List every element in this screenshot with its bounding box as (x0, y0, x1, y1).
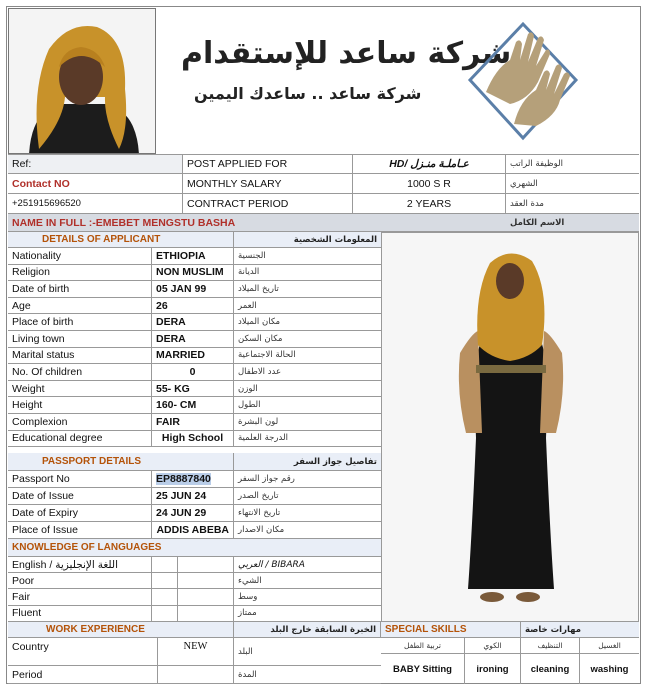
skills-title: SPECIAL SKILLS (385, 624, 467, 635)
language-label: Fluent (12, 607, 42, 620)
detail-label-ar: مكان الميلاد (238, 317, 281, 328)
full-name: NAME IN FULL :-EMEBET MENGSTU BASHA (12, 216, 236, 229)
passport-label-ar: مكان الاصدار (238, 525, 285, 535)
languages-header (8, 539, 381, 557)
passport-label-ar: تاريخ الانتهاء (238, 508, 281, 518)
detail-label: Nationality (12, 249, 62, 262)
skill-item: cleaning (530, 663, 570, 675)
passport-label: Date of Issue (12, 490, 74, 502)
passport-label: Passport No (12, 473, 70, 485)
detail-label: Marital status (12, 349, 75, 362)
contract-ar: مدة العقد (510, 198, 544, 209)
language-label: English / اللغة الإنجليزية (12, 558, 119, 571)
work-period-row (8, 666, 381, 684)
detail-row (8, 414, 381, 431)
detail-value: DERA (156, 332, 186, 345)
skills-items-row (381, 654, 639, 684)
full-name-ar: الاسم الكامل (510, 217, 565, 228)
details-header (8, 232, 381, 248)
company-header (156, 8, 639, 154)
detail-value: ETHIOPIA (156, 249, 206, 262)
detail-value: FAIR (156, 415, 180, 428)
monthly-salary-value: 1000 S R (407, 177, 451, 190)
detail-label: Educational degree (12, 432, 103, 445)
language-label: Poor (12, 574, 35, 587)
detail-label-ar: عدد الاطفال (238, 366, 282, 377)
detail-value: 55- KG (156, 382, 190, 395)
detail-row (8, 248, 381, 265)
passport-row (8, 471, 381, 488)
monthly-salary-ar: الشهري (510, 178, 538, 189)
passport-label-ar: تاريخ الصدر (238, 491, 279, 501)
detail-value: 160- CM (156, 399, 197, 412)
period-label: Period (12, 668, 43, 681)
skill-item: BABY Sitting (393, 663, 452, 675)
company-name: شركة ساعد للإستقدام (181, 36, 512, 71)
detail-value: 26 (156, 299, 168, 312)
skill-item: ironing (476, 663, 509, 675)
detail-row (8, 265, 381, 282)
detail-label: No. Of children (12, 365, 83, 378)
monthly-salary-label: MONTHLY SALARY (187, 177, 282, 190)
detail-label-ar: تاريخ الميلاد (238, 283, 279, 294)
details-title: DETAILS OF APPLICANT (42, 234, 161, 245)
work-title: WORK EXPERIENCE (46, 624, 145, 635)
ref-label: Ref: (12, 158, 32, 170)
contract-row (8, 194, 639, 214)
skill-ar-label: الكوي (483, 641, 502, 650)
detail-label-ar: الحالة الاجتماعية (238, 350, 296, 361)
post-applied-label: POST APPLIED FOR (187, 158, 288, 170)
passport-value: 24 JUN 29 (156, 507, 207, 519)
detail-label: Place of birth (12, 316, 74, 329)
detail-label-ar: الديانة (238, 267, 260, 278)
passport-title-ar: تفاصيل جواز السفر (293, 456, 377, 467)
detail-label: Living town (12, 332, 65, 345)
passport-label: Date of Expiry (12, 507, 78, 519)
work-title-ar: الخبرة السابقة خارج البلد (270, 624, 376, 635)
detail-row (8, 298, 381, 315)
skills-title-ar: مهارات خاصة (525, 624, 582, 635)
detail-label-ar: مكان السكن (238, 333, 283, 344)
detail-row (8, 431, 381, 448)
detail-label-ar: العمر (238, 300, 257, 311)
detail-row (8, 314, 381, 331)
skill-ar-label: تربية الطفل (404, 641, 441, 650)
details-title-ar: المعلومات الشخصية (293, 234, 377, 245)
passport-value: 25 JUN 24 (156, 490, 207, 502)
detail-value: 0 (189, 365, 196, 378)
contact-label: Contact NO (12, 177, 70, 190)
language-row (8, 606, 381, 622)
passport-row (8, 488, 381, 505)
detail-label: Date of birth (12, 282, 70, 295)
skill-item: washing (590, 663, 629, 675)
passport-value: ADDIS ABEBA (156, 524, 229, 536)
language-right: BIBARA / العربي (238, 559, 305, 570)
passport-row (8, 505, 381, 522)
ref-row (8, 154, 639, 174)
detail-row (8, 397, 381, 414)
detail-row (8, 281, 381, 298)
company-slogan: شركة ساعد .. ساعدك اليمين (194, 84, 422, 103)
detail-label-ar: الوزن (238, 383, 258, 394)
language-right: وسط (238, 591, 258, 602)
passport-header (8, 453, 381, 471)
contract-label: CONTRACT PERIOD (187, 197, 289, 210)
passport-value: EP8887840 (156, 473, 211, 485)
country-label: Country (12, 641, 49, 653)
full-body-photo (381, 232, 639, 622)
languages-title: KNOWLEDGE OF LANGUAGES (12, 542, 162, 553)
portrait-photo (8, 8, 156, 154)
detail-label-ar: الدرجة العلمية (238, 433, 288, 444)
hands-logo-icon (466, 20, 581, 145)
skills-ar-row (381, 638, 639, 654)
work-skills-header (8, 622, 639, 638)
detail-row (8, 331, 381, 348)
detail-row (8, 348, 381, 365)
detail-label: Complexion (12, 415, 68, 428)
passport-title: PASSPORT DETAILS (42, 456, 142, 467)
detail-row (8, 381, 381, 398)
contract-value: 2 YEARS (406, 197, 452, 210)
detail-label: Age (12, 299, 31, 312)
passport-label-ar: رقم جواز السفر (238, 474, 295, 484)
post-applied-value: HD/ عـاملـة منـزل (389, 158, 469, 170)
detail-value: DERA (156, 316, 186, 329)
salary-row (8, 174, 639, 194)
detail-label-ar: الجنسية (238, 250, 266, 261)
detail-label-ar: الطول (238, 400, 261, 411)
language-row (8, 557, 381, 573)
detail-value: NON MUSLIM (156, 266, 224, 279)
detail-label: Height (12, 399, 43, 412)
skill-ar-label: التنظيف (537, 641, 563, 650)
skill-ar-label: الغسيل (598, 641, 621, 650)
detail-value: High School (161, 432, 224, 445)
language-label: Fair (12, 590, 31, 603)
detail-value: MARRIED (156, 349, 205, 362)
language-right: الشيء (238, 575, 262, 586)
detail-value: 05 JAN 99 (156, 282, 207, 295)
detail-label: Weight (12, 382, 45, 395)
detail-label: Religion (12, 266, 50, 279)
full-name-row (8, 214, 639, 232)
work-country-row (8, 638, 381, 666)
language-right: ممتاز (238, 608, 257, 619)
country-value: NEW (183, 641, 208, 652)
country-ar: البلد (238, 646, 253, 657)
period-ar: المدة (238, 669, 257, 680)
passport-label: Place of Issue (12, 524, 78, 536)
language-row (8, 573, 381, 589)
phone-number: +251915696520 (12, 198, 81, 209)
post-applied-ar: الوظيفة الراتب (510, 159, 563, 169)
detail-label-ar: لون البشرة (238, 416, 279, 427)
passport-row (8, 522, 381, 539)
language-row (8, 589, 381, 605)
detail-row (8, 364, 381, 381)
